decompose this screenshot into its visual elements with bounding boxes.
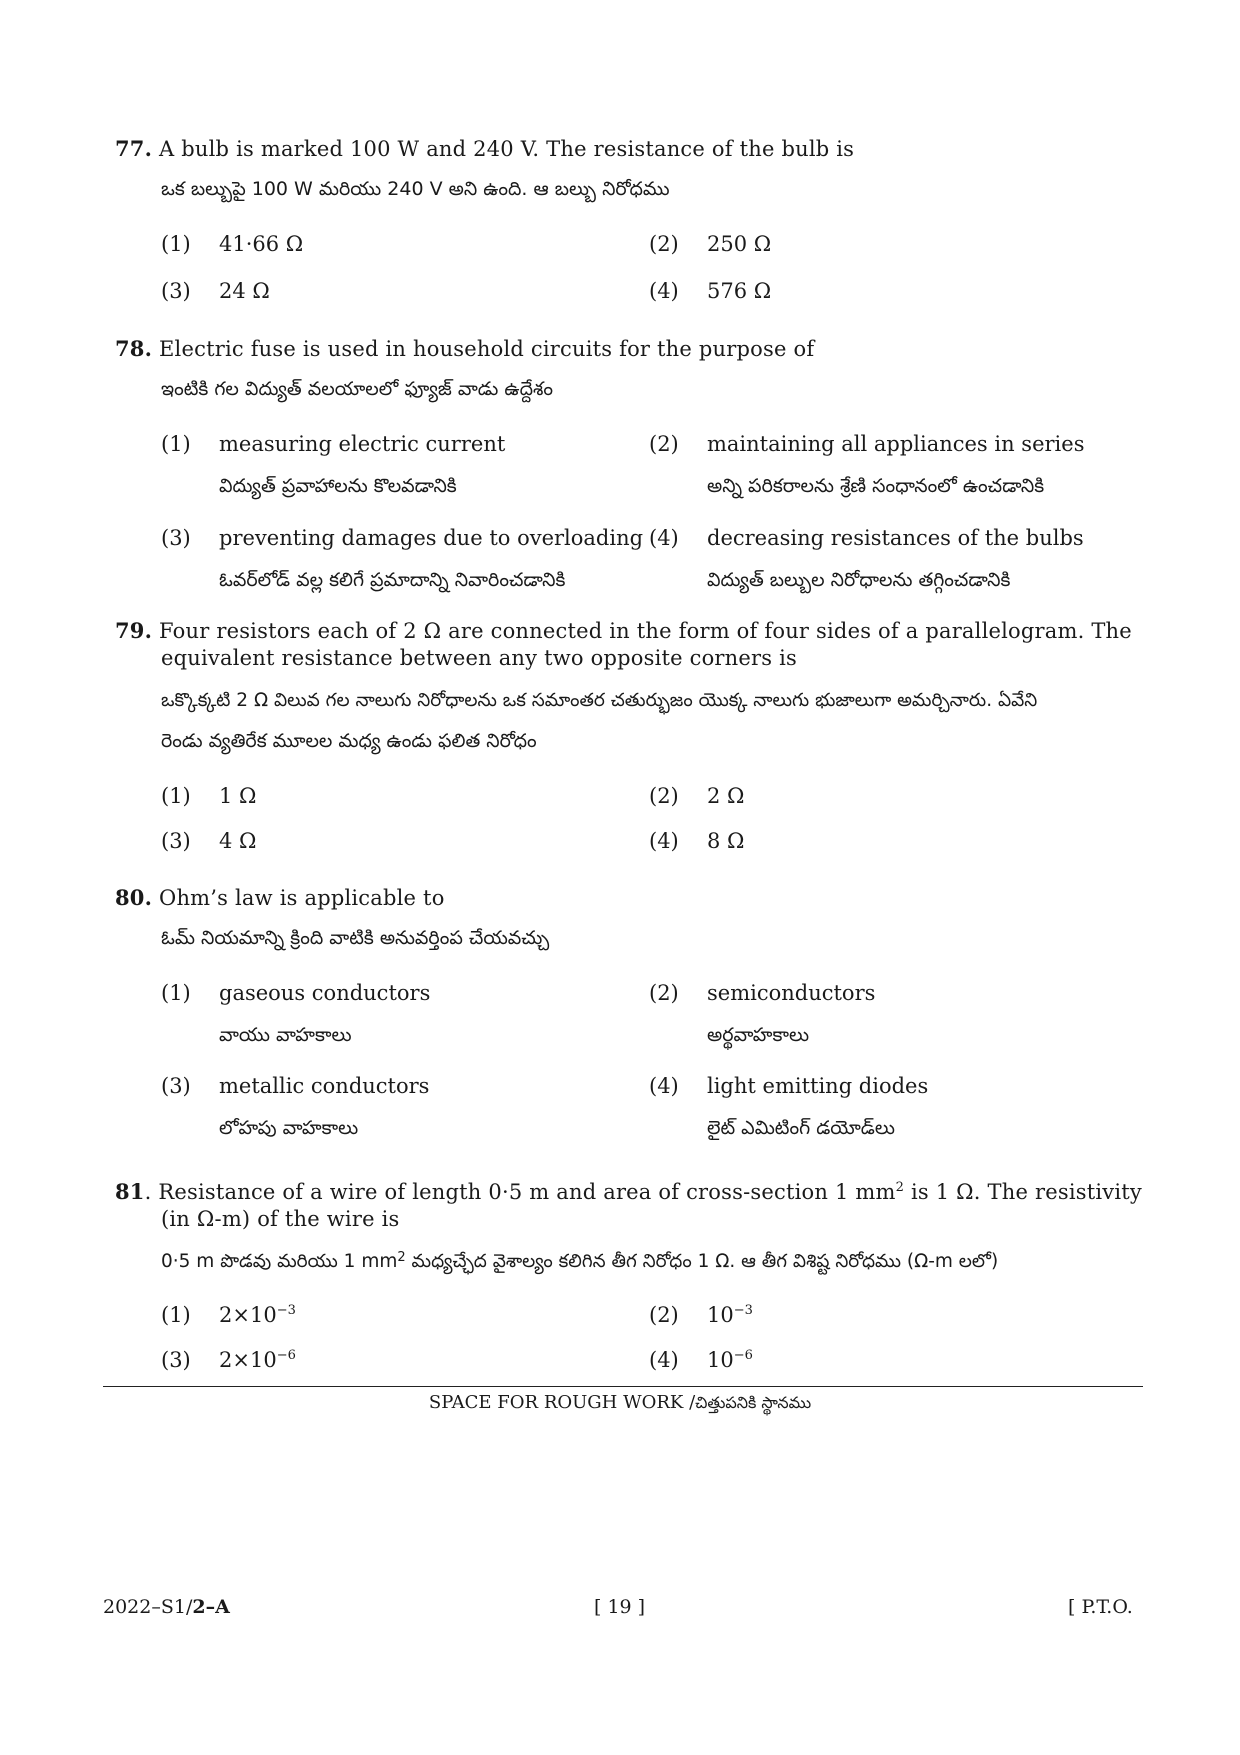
- option-exponent: −3: [733, 1303, 753, 1318]
- question-text-en: A bulb is marked 100 W and 240 V. The resistance of the bulb is: [159, 137, 855, 161]
- option-base: 10: [707, 1303, 734, 1327]
- question-text-te: ఒక బల్బుపై 100 W మరియు 240 V అని ఉంది. ఆ బల్బు నిరోధము: [161, 178, 670, 200]
- option-text-te: వాయు వాహకాలు: [219, 1024, 352, 1046]
- option-number: (4): [649, 829, 679, 853]
- option-text: gaseous conductors: [219, 981, 431, 1005]
- option-number: (3): [161, 1074, 191, 1098]
- option-text-te: విద్యుత్ ప్రవాహాలను కొలవడానికి: [219, 475, 457, 497]
- option-number: (4): [649, 1074, 679, 1098]
- question-text-en-part1: . Resistance of a wire of length 0·5 m and area of cross-section 1 mm: [144, 1180, 896, 1204]
- question-number: 81: [115, 1179, 145, 1204]
- paper-code-prefix: 2022–S1/: [103, 1596, 193, 1618]
- option-base: 10: [707, 1348, 734, 1372]
- option-number: (3): [161, 829, 191, 853]
- option-text: [219, 1346, 296, 1374]
- option-text: 4 Ω: [219, 829, 257, 853]
- rough-work-en: SPACE FOR ROUGH WORK /: [428, 1392, 696, 1413]
- option-text: maintaining all appliances in series: [707, 432, 1085, 456]
- question-text-en: Ohm’s law is applicable to: [159, 886, 445, 910]
- question-text-te: ఓమ్ నియమాన్ని క్రింది వాటికి అనువర్తింప చేయవచ్చు: [161, 927, 550, 949]
- option-text-te: విద్యుత్ బల్బుల నిరోధాలను తగ్గించడానికి: [707, 569, 1011, 591]
- option-text: semiconductors: [707, 981, 876, 1005]
- option-text: [219, 1301, 296, 1329]
- option-number: (2): [649, 784, 679, 808]
- option-text: 8 Ω: [707, 829, 745, 853]
- question-text-en-line1: Four resistors each of 2 Ω are connected in the form of four sides of a parallelogram. The: [159, 619, 1132, 643]
- option-number: (1): [161, 432, 191, 456]
- option-number: (1): [161, 784, 191, 808]
- option-number: (3): [161, 526, 191, 550]
- option-text-te: అర్థవాహకాలు: [707, 1024, 810, 1046]
- option-text: 250 Ω: [707, 232, 772, 256]
- question-number: 79.: [115, 618, 153, 643]
- paper-code-suffix: 2–A: [192, 1596, 230, 1618]
- option-text-te: ఓవర్‌లోడ్ వల్ల కలిగే ప్రమాదాన్ని నివారించడానికి: [219, 569, 566, 591]
- question-text-te-part2: మధ్యచ్ఛేద వైశాల్యం కలిగిన తీగ నిరోధం 1 Ω. ఆ తీగ విశిష్ట నిరోధము (Ω-m లలో): [405, 1251, 999, 1272]
- option-number: (1): [161, 981, 191, 1005]
- option-base: 2×10: [219, 1348, 277, 1372]
- option-text: 576 Ω: [707, 279, 772, 303]
- question-text-en-line2: (in Ω-m) of the wire is: [161, 1207, 400, 1231]
- question-text-te: ఇంటికి గల విద్యుత్ వలయాలలో ఫ్యూజ్ వాడు ఉద్దేశం: [161, 378, 554, 400]
- question-text-en-part2: is 1 Ω. The resistivity: [904, 1180, 1142, 1204]
- option-number: (3): [161, 279, 191, 303]
- option-text-te: లోహపు వాహకాలు: [219, 1117, 359, 1139]
- option-text-te: అన్ని పరికరాలను శ్రేణి సంధానంలో ఉంచడానికి: [707, 475, 1045, 497]
- superscript: 2: [397, 1250, 406, 1265]
- option-number: (2): [649, 232, 679, 256]
- option-text: 41·66 Ω: [219, 232, 304, 256]
- divider: [103, 1386, 1143, 1387]
- option-text: decreasing resistances of the bulbs: [707, 526, 1084, 550]
- option-exponent: −6: [733, 1348, 753, 1363]
- question-text-te-part1: 0·5 m పొడవు మరియు 1 mm: [161, 1251, 398, 1272]
- option-text: metallic conductors: [219, 1074, 430, 1098]
- option-text: preventing damages due to overloading: [219, 526, 644, 550]
- option-text: 2 Ω: [707, 784, 745, 808]
- page-number: [ 19 ]: [594, 1596, 646, 1618]
- option-text: [707, 1301, 753, 1329]
- option-number: (4): [649, 1348, 679, 1372]
- option-text: 24 Ω: [219, 279, 270, 303]
- option-exponent: −6: [276, 1348, 296, 1363]
- paper-code: [103, 1596, 230, 1618]
- option-exponent: −3: [276, 1303, 296, 1318]
- option-text: light emitting diodes: [707, 1074, 929, 1098]
- question-text-te: [161, 1248, 998, 1276]
- question-text-en-line2: equivalent resistance between any two opposite corners is: [161, 646, 798, 670]
- option-text: [707, 1346, 753, 1374]
- option-number: (4): [649, 279, 679, 303]
- pto-label: [ P.T.O.: [1068, 1596, 1133, 1618]
- option-number: (2): [649, 1303, 679, 1327]
- option-text: 1 Ω: [219, 784, 257, 808]
- option-number: (3): [161, 1348, 191, 1372]
- question-number: 80.: [115, 885, 153, 910]
- option-base: 2×10: [219, 1303, 277, 1327]
- question-text-en: Electric fuse is used in household circuits for the purpose of: [159, 337, 815, 361]
- rough-work-te: చిత్తుపనికి స్థానము: [695, 1393, 812, 1412]
- option-number: (1): [161, 1303, 191, 1327]
- question-number: 77.: [115, 136, 153, 161]
- option-text: measuring electric current: [219, 432, 506, 456]
- option-number: (2): [649, 432, 679, 456]
- option-number: (1): [161, 232, 191, 256]
- option-text-te: లైట్ ఎమిటింగ్ డయోడ్‌లు: [707, 1117, 895, 1139]
- question-text-te-line1: ఒక్కొక్కటి 2 Ω విలువ గల నాలుగు నిరోధాలను ఒక సమాంతర చతుర్భుజం యొక్క నాలుగు భుజాలుగా అమర్చినారు. ఏవేని: [161, 690, 1038, 711]
- question-text-te-line2: రెండు వ్యతిరేక మూలల మధ్య ఉండు ఫలిత నిరోధం: [161, 730, 537, 752]
- superscript: 2: [895, 1180, 905, 1195]
- rough-work-label: [0, 1392, 1240, 1416]
- question-number: 78.: [115, 336, 153, 361]
- option-number: (2): [649, 981, 679, 1005]
- option-number: (4): [649, 526, 679, 550]
